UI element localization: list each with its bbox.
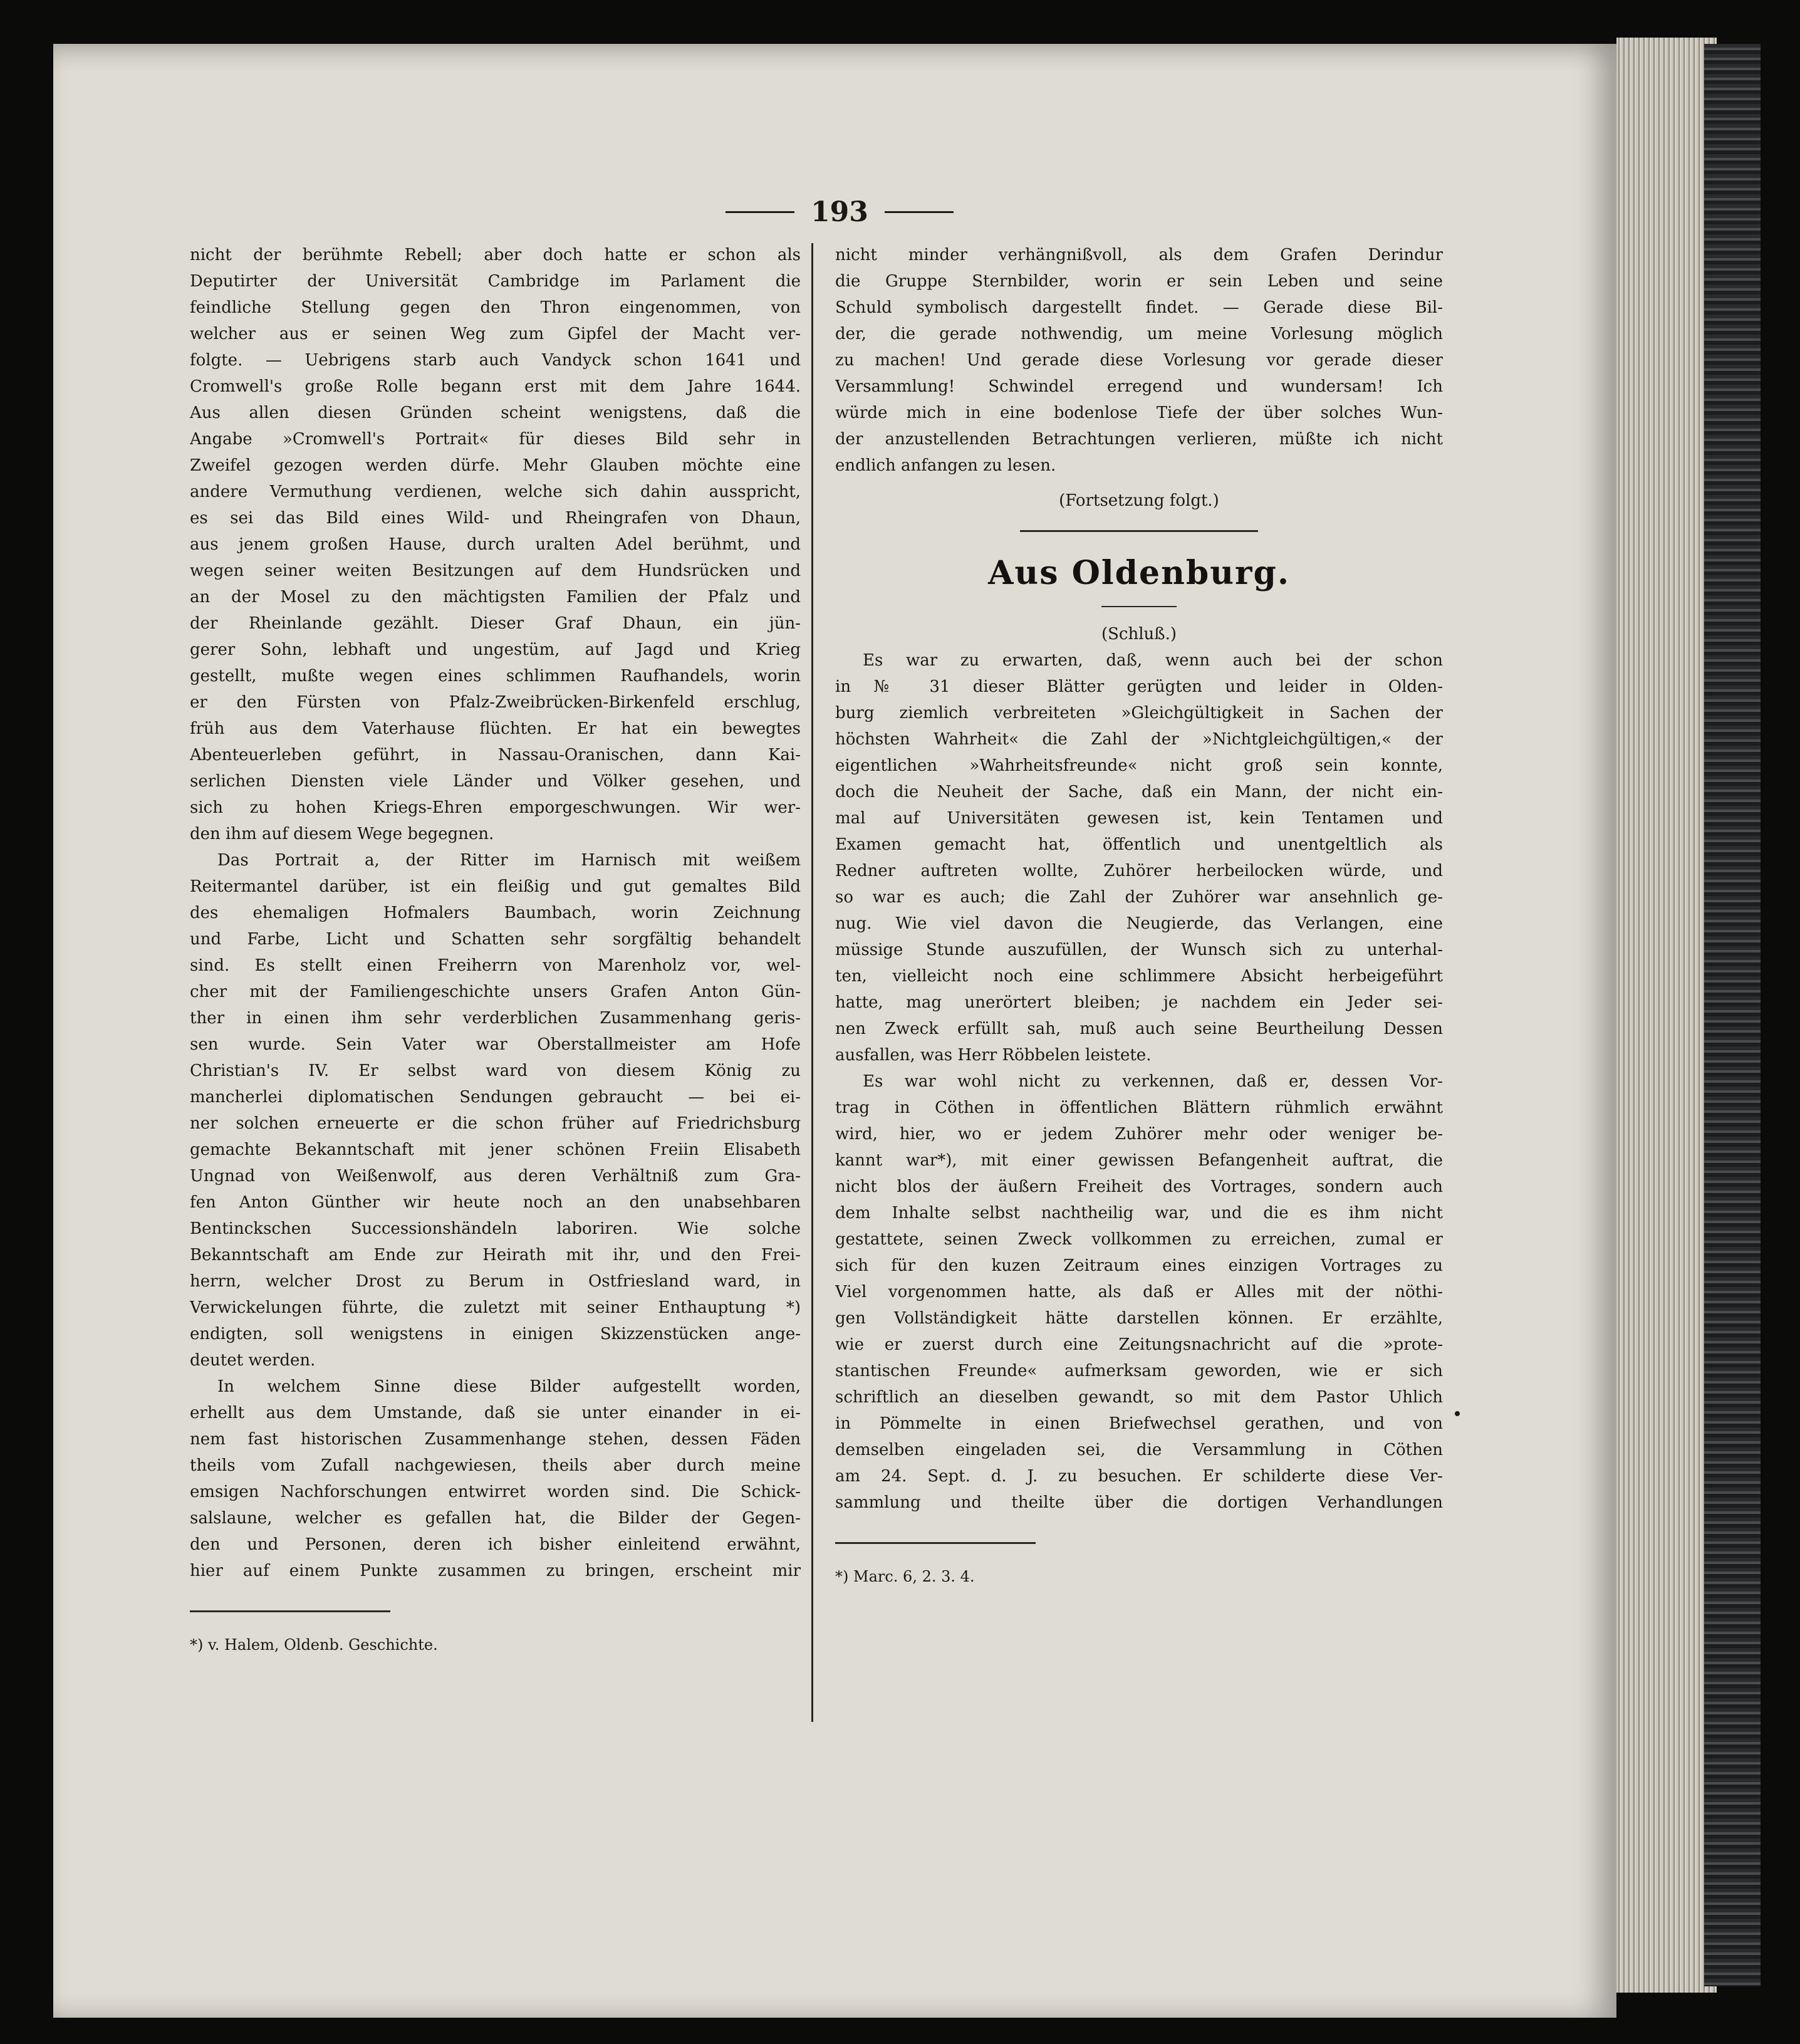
text-line: nug. Wie viel davon die Neugierde, das Verlangen, eine: [835, 914, 1443, 933]
text-line: ausfallen, was Herr Röbbelen leistete.: [835, 1046, 1152, 1065]
conclusion-note: (Schluß.): [1101, 625, 1177, 644]
column-divider: [811, 243, 813, 1722]
text-line: Abenteuerleben geführt, in Nassau-Oranischen, dann Kai-: [190, 746, 801, 764]
text-line: sind. Es stellt einen Freiherrn von Marenholz vor, wel-: [190, 956, 801, 975]
text-line: sammlung und theilte über die dortigen Verhandlungen: [835, 1493, 1443, 1512]
text-line: die Gruppe Sternbilder, worin er sein Leben und seine: [835, 272, 1443, 291]
text-line: gestellt, mußte wegen eines schlimmen Raufhandels, worin: [190, 667, 801, 686]
ink-dot: [1455, 1411, 1460, 1416]
header-rule-right: [885, 211, 954, 213]
text-line: Reitermantel darüber, ist ein fleißig und gut gemaltes Bild: [190, 877, 801, 896]
text-line: eigentlichen »Wahrheitsfreunde« nicht groß sein konnte,: [835, 756, 1443, 775]
text-line: in Pömmelte in einen Briefwechsel gerathen, und von: [835, 1414, 1443, 1433]
text-line: so war es auch; die Zahl der Zuhörer war ansehnlich ge-: [835, 888, 1443, 907]
text-line: andere Vermuthung verdienen, welche sich dahin ausspricht,: [190, 482, 801, 501]
header-rule-left: [726, 211, 794, 213]
text-line: den ihm auf diesem Wege begegnen.: [190, 825, 494, 843]
text-line: Bekanntschaft am Ende zur Heirath mit ihr, und den Frei-: [190, 1246, 801, 1264]
text-line: höchsten Wahrheit« die Zahl der »Nichtgleichgültigen,« der: [835, 730, 1443, 749]
text-line: zu machen! Und gerade diese Vorlesung vor gerade dieser: [835, 351, 1443, 370]
text-line: folgte. — Uebrigens starb auch Vandyck schon 1641 und: [190, 351, 801, 370]
right-footnote: *) Marc. 6, 2. 3. 4.: [835, 1568, 975, 1585]
text-line: ther in einen ihm sehr verderblichen Zusammenhang geris-: [190, 1009, 801, 1028]
text-line: Verwickelungen führte, die zuletzt mit seiner Enthauptung *): [190, 1298, 801, 1317]
continued-note: (Fortsetzung folgt.): [1059, 491, 1219, 510]
text-line: hier auf einem Punkte zusammen zu bringen, erscheint mir: [190, 1562, 801, 1580]
text-line: trag in Cöthen in öffentlichen Blättern rühmlich erwähnt: [835, 1098, 1443, 1117]
text-line: es sei das Bild eines Wild- und Rheingrafen von Dhaun,: [190, 509, 801, 528]
text-line: Bentinckschen Successionshändeln laboriren. Wie solche: [190, 1219, 801, 1238]
left-column-text: [190, 242, 801, 1584]
text-line: endigten, soll wenigstens in einigen Skizzenstücken ange-: [190, 1325, 801, 1343]
text-line: dem Inhalte selbst nachtheilig war, und die es ihm nicht: [835, 1204, 1443, 1223]
text-line: Angabe »Cromwell's Portrait« für dieses Bild sehr in: [190, 430, 801, 449]
text-line: cher mit der Familiengeschichte unsers Grafen Anton Gün-: [190, 983, 801, 1001]
text-line: mancherlei diplomatischen Sendungen gebraucht — bei ei-: [190, 1088, 801, 1107]
text-line: Cromwell's große Rolle begann erst mit dem Jahre 1644.: [190, 377, 801, 396]
text-line: Deputirter der Universität Cambridge im Parlament die: [190, 272, 801, 291]
text-line: demselben eingeladen sei, die Versammlung in Cöthen: [835, 1441, 1443, 1459]
right-column-text-top: [835, 242, 1443, 479]
left-footnote: *) v. Halem, Oldenb. Geschichte.: [190, 1636, 438, 1654]
text-line: der, die gerade nothwendig, um meine Vorlesung möglich: [835, 325, 1443, 343]
page-number: 193: [811, 196, 868, 228]
text-line: Es war zu erwarten, daß, wenn auch bei der schon: [863, 651, 1443, 670]
text-line: nicht blos der äußern Freiheit des Vortrages, sondern auch: [835, 1177, 1443, 1196]
text-line: sich für den kuzen Zeitraum eines einzigen Vortrages zu: [835, 1256, 1443, 1275]
text-line: herrn, welcher Drost zu Berum in Ostfriesland ward, in: [190, 1272, 801, 1291]
text-line: serlichen Diensten viele Länder und Völker gesehen, und: [190, 772, 801, 791]
text-line: stantischen Freunde« aufmerksam geworden, wie er sich: [835, 1362, 1443, 1380]
book-spine: [1704, 44, 1761, 1986]
title-underline: [1101, 606, 1177, 607]
text-line: Das Portrait a, der Ritter im Harnisch mit weißem: [217, 851, 801, 870]
text-line: theils vom Zufall nachgewiesen, theils aber durch meine: [190, 1456, 801, 1475]
text-line: sen wurde. Sein Vater war Oberstallmeister am Hofe: [190, 1035, 801, 1054]
text-line: gerer Sohn, lebhaft und ungestüm, auf Jagd und Krieg: [190, 640, 801, 659]
text-line: erhellt aus dem Umstande, daß sie unter einander in ei-: [190, 1404, 801, 1422]
left-footnote-rule: [190, 1610, 390, 1612]
text-line: nem fast historischen Zusammenhange stehen, dessen Fäden: [190, 1430, 801, 1449]
text-line: Aus allen diesen Gründen scheint wenigstens, daß die: [190, 404, 801, 422]
text-line: emsigen Nachforschungen entwirret worden sind. Die Schick-: [190, 1483, 801, 1501]
text-line: Schuld symbolisch dargestellt findet. — Gerade diese Bil-: [835, 298, 1443, 317]
text-line: nen Zweck erfüllt sah, muß auch seine Beurtheilung Dessen: [835, 1019, 1443, 1038]
text-line: und Farbe, Licht und Schatten sehr sorgfältig behandelt: [190, 930, 801, 949]
text-line: welcher aus er seinen Weg zum Gipfel der Macht ver-: [190, 325, 801, 343]
text-line: er den Fürsten von Pfalz-Zweibrücken-Birkenfeld erschlug,: [190, 693, 801, 712]
right-footnote-rule: [835, 1542, 1036, 1544]
text-line: nicht minder verhängnißvoll, als dem Grafen Derindur: [835, 246, 1443, 264]
section-rule: [1020, 530, 1258, 532]
left-column: [190, 242, 801, 1657]
text-line: Ungnad von Weißenwolf, aus deren Verhältniß zum Gra-: [190, 1167, 801, 1186]
text-line: salslaune, welcher es gefallen hat, die Bilder der Gegen-: [190, 1509, 801, 1528]
text-line: deutet werden.: [190, 1351, 316, 1370]
text-line: der Rheinlande gezählt. Dieser Graf Dhaun, ein jün-: [190, 614, 801, 633]
text-line: des ehemaligen Hofmalers Baumbach, worin Zeichnung: [190, 904, 801, 922]
right-column-text-body: [835, 647, 1443, 1516]
text-line: schriftlich an dieselben gewandt, so mit dem Pastor Uhlich: [835, 1388, 1443, 1407]
text-line: gestattete, seinen Zweck vollkommen zu erreichen, zumal er: [835, 1230, 1443, 1249]
book-page-edges: [1616, 38, 1717, 1993]
text-line: Es war wohl nicht zu verkennen, daß er, dessen Vor-: [863, 1072, 1443, 1091]
text-line: Zweifel gezogen werden dürfe. Mehr Glauben möchte eine: [190, 456, 801, 475]
text-line: nicht der berühmte Rebell; aber doch hatte er schon als: [190, 246, 801, 264]
text-line: mal auf Universitäten gewesen ist, kein Tentamen und: [835, 809, 1443, 828]
text-line: ner solchen erneuerte er die schon früher auf Friedrichsburg: [190, 1114, 801, 1133]
text-line: den und Personen, deren ich bisher einleitend erwähnt,: [190, 1535, 801, 1554]
text-line: fen Anton Günther wir heute noch an den unabsehbaren: [190, 1193, 801, 1212]
text-line: burg ziemlich verbreiteten »Gleichgültigkeit in Sachen der: [835, 704, 1443, 722]
text-line: früh aus dem Vaterhause flüchten. Er hat ein bewegtes: [190, 719, 801, 738]
text-line: gemachte Bekanntschaft mit jener schönen Freiin Elisabeth: [190, 1140, 801, 1159]
text-line: wie er zuerst durch eine Zeitungsnachricht auf die »prote-: [835, 1335, 1443, 1354]
text-line: am 24. Sept. d. J. zu besuchen. Er schilderte diese Ver-: [835, 1467, 1443, 1486]
page-header: [683, 193, 996, 231]
text-line: der anzustellenden Betrachtungen verlieren, müßte ich nicht: [835, 430, 1443, 449]
text-line: gen Vollständigkeit hätte darstellen können. Er erzählte,: [835, 1309, 1443, 1328]
text-line: kannt war*), mit einer gewissen Befangenheit auftrat, die: [835, 1151, 1443, 1170]
text-line: Examen gemacht hat, öffentlich und unentgeltlich als: [835, 835, 1443, 854]
text-line: Christian's IV. Er selbst ward von diesem König zu: [190, 1061, 801, 1080]
text-line: wegen seiner weiten Besitzungen auf dem Hundsrücken und: [190, 561, 801, 580]
text-line: sich zu hohen Kriegs-Ehren emporgeschwungen. Wir wer-: [190, 798, 801, 817]
text-line: Redner auftreten wollte, Zuhörer herbeilocken würde, und: [835, 862, 1443, 880]
text-line: Versammlung! Schwindel erregend und wundersam! Ich: [835, 377, 1443, 396]
text-line: an der Mosel zu den mächtigsten Familien der Pfalz und: [190, 588, 801, 607]
text-line: ten, vielleicht noch eine schlimmere Absicht herbeigeführt: [835, 967, 1443, 986]
section-title: Aus Oldenburg.: [988, 554, 1290, 592]
text-line: In welchem Sinne diese Bilder aufgestellt worden,: [217, 1377, 801, 1396]
right-column: [835, 242, 1443, 1589]
text-line: feindliche Stellung gegen den Thron eingenommen, von: [190, 298, 801, 317]
text-line: müssige Stunde auszufüllen, der Wunsch sich zu unterhal-: [835, 941, 1443, 959]
text-line: würde mich in eine bodenlose Tiefe der über solches Wun-: [835, 404, 1443, 422]
text-line: in № 31 dieser Blätter gerügten und leider in Olden-: [835, 677, 1443, 696]
text-line: hatte, mag unerörtert bleiben; je nachdem ein Jeder sei-: [835, 993, 1443, 1012]
text-line: doch die Neuheit der Sache, daß ein Mann, der nicht ein-: [835, 783, 1443, 801]
text-line: aus jenem großen Hause, durch uralten Adel berühmt, und: [190, 535, 801, 554]
text-line: wird, hier, wo er jedem Zuhörer mehr oder weniger be-: [835, 1125, 1443, 1144]
text-line: endlich anfangen zu lesen.: [835, 456, 1056, 475]
text-line: Viel vorgenommen hatte, als daß er Alles mit der nöthi-: [835, 1283, 1443, 1301]
